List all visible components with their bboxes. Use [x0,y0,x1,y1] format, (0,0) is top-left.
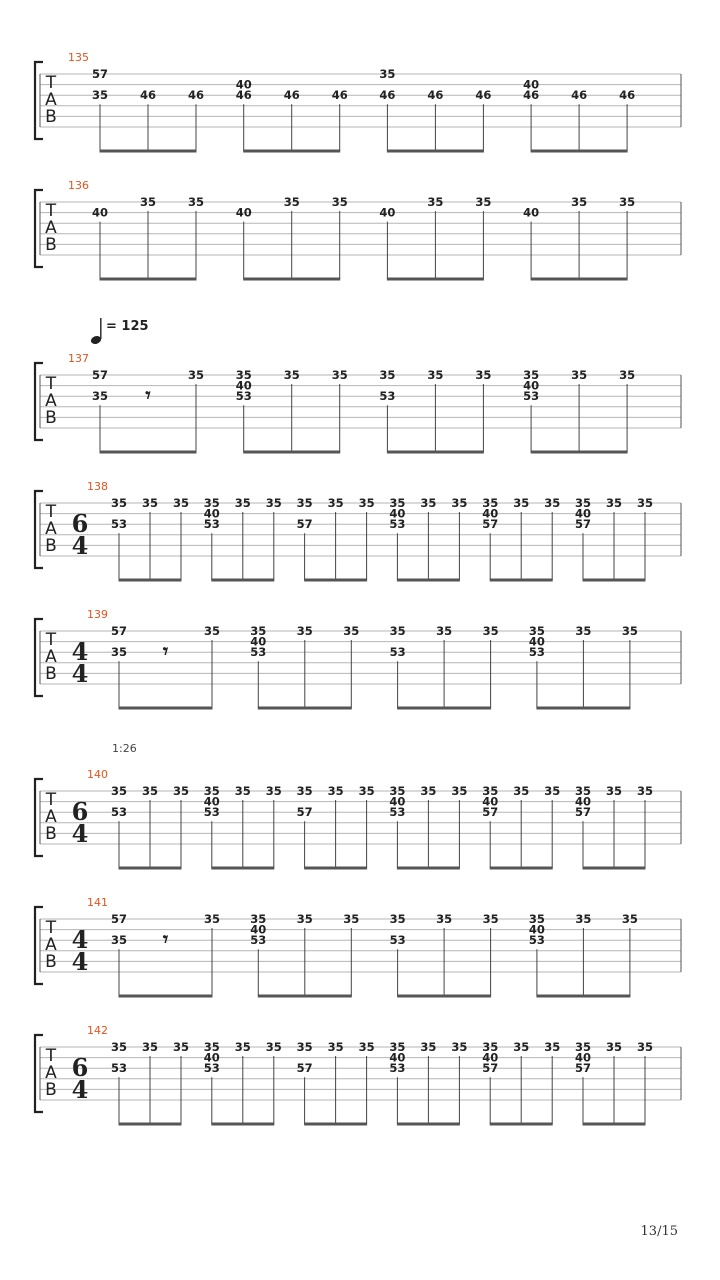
fret-number: 53 [389,805,406,820]
fret-number: 40 [235,378,252,393]
fret-number: 35 [482,912,499,926]
time-signature-top: 6 [71,797,89,826]
tab-clef-letter: T [45,374,57,394]
tab-clef-letter: T [45,1046,57,1066]
fret-number: 35 [110,1040,128,1054]
measure-number: 139 [87,608,108,621]
fret-number: 40 [574,794,592,809]
fret-number: 35 [436,624,453,638]
fret-number: 35 [265,496,282,510]
fret-number: 35 [358,784,375,798]
fret-number: 35 [389,496,406,510]
tab-clef-letter: B [45,536,57,556]
fret-number: 57 [296,517,313,532]
fret-number: 57 [110,624,128,638]
fret-number: 35 [544,1040,561,1054]
fret-number: 35 [203,624,221,638]
fret-number: 35 [265,1040,282,1054]
fret-number: 35 [482,624,499,638]
fret-number: 35 [296,496,313,510]
fret-number: 35 [379,67,396,81]
fret-number: 57 [482,1061,499,1076]
fret-number: 35 [451,496,468,510]
fret-number: 40 [203,506,220,521]
fret-number: 40 [482,1050,499,1065]
fret-number: 53 [203,1061,220,1076]
fret-number: 53 [389,933,406,948]
fret-number: 35 [110,496,128,510]
fret-number: 35 [389,912,406,926]
fret-number: 40 [523,378,540,393]
fret-number: 35 [141,784,159,798]
eighth-rest-icon: 𝄾 [162,927,169,951]
tab-clef-letter: A [45,218,57,238]
tab-clef-letter: T [45,73,57,93]
fret-number: 57 [574,517,592,532]
fret-number: 35 [139,195,157,209]
fret-number: 35 [91,88,109,103]
fret-number: 35 [574,784,592,798]
fret-number: 40 [528,634,545,649]
fret-number: 35 [203,1040,220,1054]
fret-number: 57 [296,805,313,820]
fret-number: 35 [296,784,313,798]
fret-number: 35 [475,368,492,382]
fret-number: 35 [389,784,406,798]
fret-number: 35 [358,1040,375,1054]
fret-number: 57 [296,1061,313,1076]
fret-number: 35 [523,368,540,382]
fret-number: 40 [250,922,267,937]
fret-number: 53 [528,933,545,948]
fret-number: 35 [574,1040,592,1054]
fret-number: 35 [420,1040,437,1054]
fret-number: 35 [141,496,159,510]
tab-clef-letter: B [45,107,57,127]
fret-number: 40 [389,506,406,521]
fret-number: 53 [110,517,128,532]
tempo-value: = 125 [106,319,149,334]
fret-number: 46 [427,88,444,103]
fret-number: 35 [265,784,282,798]
fret-number: 35 [636,1040,654,1054]
fret-number: 46 [379,88,396,103]
tab-clef-letter: A [45,935,57,955]
fret-number: 53 [235,389,252,404]
fret-number: 46 [283,88,300,103]
fret-number: 35 [141,1040,159,1054]
fret-number: 35 [331,368,348,382]
fret-number: 35 [327,1040,344,1054]
fret-number: 40 [574,506,592,521]
fret-number: 53 [203,517,220,532]
fret-number: 35 [574,496,592,510]
fret-number: 46 [571,88,588,103]
measure-number: 140 [87,768,108,781]
fret-number: 53 [389,517,406,532]
fret-number: 35 [389,1040,406,1054]
fret-number: 35 [389,624,406,638]
fret-number: 40 [528,922,545,937]
fret-number: 35 [343,912,360,926]
fret-number: 35 [636,496,654,510]
fret-number: 46 [475,88,492,103]
fret-number: 46 [331,88,348,103]
fret-number: 35 [331,195,348,209]
fret-number: 35 [482,1040,499,1054]
fret-number: 35 [327,784,344,798]
fret-number: 35 [636,784,654,798]
fret-number: 35 [379,368,396,382]
fret-number: 53 [250,645,267,660]
fret-number: 35 [283,368,300,382]
measure-number: 138 [87,480,108,493]
fret-number: 35 [513,784,530,798]
fret-number: 35 [621,624,638,638]
fret-number: 40 [203,794,220,809]
fret-number: 35 [358,496,375,510]
fret-number: 57 [574,805,592,820]
fret-number: 35 [619,195,636,209]
measure-number: 135 [68,51,89,64]
tab-clef-letter: B [45,408,57,428]
fret-number: 35 [451,1040,468,1054]
fret-number: 40 [523,77,540,92]
fret-number: 35 [343,624,360,638]
tab-clef-letter: T [45,630,57,650]
fret-number: 35 [544,784,561,798]
time-signature-bottom: 4 [71,1075,89,1104]
fret-number: 40 [482,794,499,809]
fret-number: 40 [482,506,499,521]
fret-number: 35 [296,624,313,638]
page-number: 13/15 [640,1224,678,1239]
fret-number: 53 [203,805,220,820]
fret-number: 40 [523,205,540,220]
fret-number: 35 [575,624,592,638]
tab-clef-letter: A [45,807,57,827]
fret-number: 40 [574,1050,592,1065]
fret-number: 57 [482,805,499,820]
time-signature-bottom: 4 [71,659,89,688]
fret-number: 35 [605,1040,623,1054]
fret-number: 35 [420,496,437,510]
fret-number: 35 [203,784,220,798]
fret-number: 35 [110,933,128,948]
fret-number: 35 [327,496,344,510]
fret-number: 35 [235,368,252,382]
tab-clef-letter: T [45,201,57,221]
fret-number: 35 [187,195,205,209]
fret-number: 35 [110,645,128,660]
tab-clef-letter: T [45,502,57,522]
fret-number: 57 [110,912,128,926]
tab-clef-letter: T [45,790,57,810]
fret-number: 57 [91,67,109,81]
tab-clef-letter: B [45,664,57,684]
fret-number: 35 [605,496,623,510]
fret-number: 40 [250,634,267,649]
fret-number: 53 [110,805,128,820]
fret-number: 53 [389,645,406,660]
fret-number: 35 [234,1040,251,1054]
time-signature-bottom: 4 [71,947,89,976]
fret-number: 35 [296,1040,313,1054]
fret-number: 35 [575,912,592,926]
fret-number: 40 [389,794,406,809]
fret-number: 35 [203,912,221,926]
fret-number: 35 [571,195,588,209]
tab-clef-letter: B [45,824,57,844]
fret-number: 35 [187,368,205,382]
fret-number: 40 [389,1050,406,1065]
time-marker: 1:26 [112,742,137,755]
fret-number: 35 [571,368,588,382]
fret-number: 35 [203,496,220,510]
fret-number: 40 [203,1050,220,1065]
fret-number: 35 [482,784,499,798]
fret-number: 57 [91,368,109,382]
fret-number: 35 [482,496,499,510]
fret-number: 35 [513,1040,530,1054]
fret-number: 46 [187,88,205,103]
tab-clef-letter: A [45,90,57,110]
fret-number: 35 [172,496,190,510]
fret-number: 35 [250,912,267,926]
fret-number: 40 [235,77,252,92]
fret-number: 53 [528,645,545,660]
fret-number: 35 [621,912,638,926]
fret-number: 53 [250,933,267,948]
fret-number: 40 [91,205,109,220]
time-signature-top: 4 [71,637,89,666]
fret-number: 57 [574,1061,592,1076]
fret-number: 35 [427,368,444,382]
measure-number: 141 [87,896,108,909]
fret-number: 46 [523,88,540,103]
fret-number: 53 [110,1061,128,1076]
fret-number: 53 [523,389,540,404]
fret-number: 40 [235,205,252,220]
fret-number: 35 [234,496,251,510]
fret-number: 35 [544,496,561,510]
tab-clef-letter: B [45,952,57,972]
fret-number: 35 [234,784,251,798]
tab-clef-letter: A [45,391,57,411]
fret-number: 35 [110,784,128,798]
tab-clef-letter: T [45,918,57,938]
fret-number: 35 [296,912,313,926]
fret-number: 35 [605,784,623,798]
time-signature-bottom: 4 [71,819,89,848]
fret-number: 35 [436,912,453,926]
fret-number: 53 [379,389,396,404]
time-signature-top: 6 [71,509,89,538]
tab-clef-letter: B [45,235,57,255]
tab-clef-letter: A [45,519,57,539]
measure-number: 142 [87,1024,108,1037]
measure-number: 136 [68,179,89,192]
fret-number: 35 [427,195,444,209]
fret-number: 46 [235,88,252,103]
tab-clef-letter: A [45,647,57,667]
time-signature-top: 4 [71,925,89,954]
tab-clef-letter: B [45,1080,57,1100]
time-signature-top: 6 [71,1053,89,1082]
eighth-rest-icon: 𝄾 [145,383,151,407]
fret-number: 46 [139,88,157,103]
time-signature-bottom: 4 [71,531,89,560]
fret-number: 35 [420,784,437,798]
measure-number: 137 [68,352,89,365]
fret-number: 35 [528,624,545,638]
fret-number: 46 [619,88,636,103]
fret-number: 35 [528,912,545,926]
fret-number: 53 [389,1061,406,1076]
tab-clef-letter: A [45,1063,57,1083]
fret-number: 57 [482,517,499,532]
fret-number: 35 [172,1040,190,1054]
eighth-rest-icon: 𝄾 [162,639,169,663]
fret-number: 40 [379,205,396,220]
fret-number: 35 [172,784,190,798]
fret-number: 35 [283,195,300,209]
fret-number: 35 [513,496,530,510]
fret-number: 35 [451,784,468,798]
fret-number: 35 [250,624,267,638]
fret-number: 35 [475,195,492,209]
fret-number: 35 [619,368,636,382]
fret-number: 35 [91,389,109,404]
